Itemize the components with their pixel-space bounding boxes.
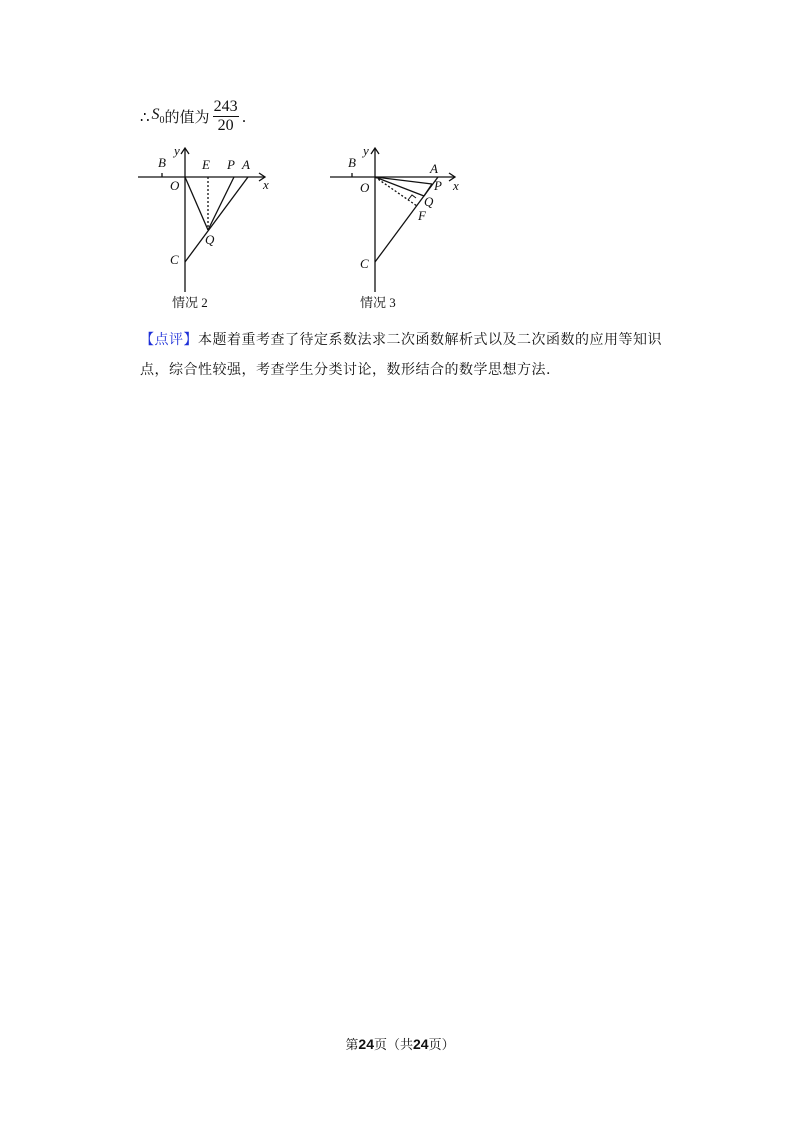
page-number: 24 bbox=[358, 1036, 374, 1052]
label-p: P bbox=[434, 178, 442, 193]
label-o: O bbox=[170, 178, 180, 193]
segment-pq bbox=[208, 177, 234, 230]
result-line bbox=[140, 98, 246, 135]
result-period: . bbox=[241, 107, 247, 126]
comment-tag: 【点评】 bbox=[140, 332, 198, 348]
caption-case-3: 情况 3 bbox=[360, 295, 396, 310]
label-f: F bbox=[418, 208, 426, 223]
label-x: x bbox=[263, 177, 269, 192]
fraction bbox=[213, 98, 239, 135]
page-total: 24 bbox=[413, 1036, 429, 1052]
label-q: Q bbox=[205, 232, 215, 247]
page-footer: 第24页（共24页） bbox=[345, 1036, 455, 1053]
right-angle-mark bbox=[408, 195, 416, 200]
fraction-numerator: 243 bbox=[213, 98, 238, 115]
figure-case-3 bbox=[320, 140, 480, 315]
label-e: E bbox=[202, 157, 210, 172]
label-b: B bbox=[158, 155, 166, 170]
label-a: A bbox=[430, 161, 438, 176]
caption-case-2: 情况 2 bbox=[172, 295, 208, 310]
label-c: C bbox=[170, 252, 179, 267]
figure-case-2 bbox=[130, 140, 290, 315]
label-x: x bbox=[453, 178, 459, 193]
label-c: C bbox=[360, 256, 369, 271]
label-a: A bbox=[242, 157, 250, 172]
label-y: y bbox=[363, 143, 369, 158]
segment-oq bbox=[185, 177, 208, 230]
fraction-denominator: 20 bbox=[217, 117, 234, 134]
label-q: Q bbox=[424, 194, 434, 209]
result-text: 的值为 bbox=[164, 108, 210, 126]
label-b: B bbox=[348, 155, 356, 170]
segment-ac bbox=[185, 177, 248, 262]
comment-text: 本题着重考查了待定系数法求二次函数解析式以及二次函数的应用等知识点，综合性较强，考查学生分类讨论，数形结合的数学思想方法. bbox=[140, 332, 662, 378]
label-o: O bbox=[360, 180, 370, 195]
label-p: P bbox=[227, 157, 235, 172]
comment-paragraph bbox=[140, 325, 685, 385]
therefore-symbol: ∴ bbox=[140, 107, 150, 126]
variable-s0: $S_0$ bbox=[151, 106, 165, 127]
label-y: y bbox=[174, 143, 180, 158]
